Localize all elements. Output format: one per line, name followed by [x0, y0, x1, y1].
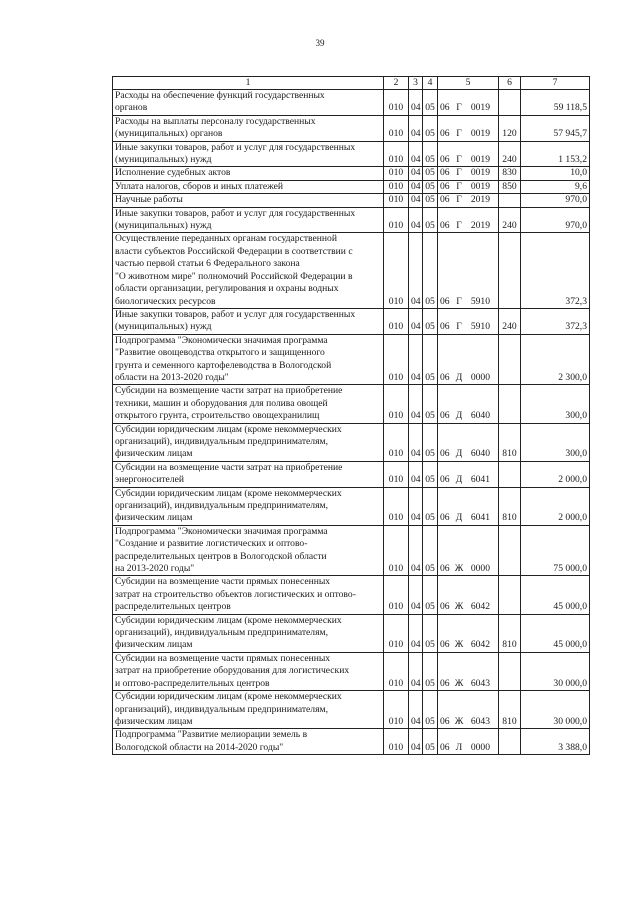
code-expense-type [499, 461, 521, 487]
target-code-part: 5910 [470, 321, 490, 333]
target-code-part: 06 [440, 715, 450, 727]
row-name-line: Подпрограмма "Экономически значимая программа [115, 334, 328, 346]
code-target-article [438, 180, 499, 193]
target-code-part: 06 [440, 102, 450, 114]
row-name [113, 652, 384, 690]
code-target-article [438, 525, 499, 576]
table-row [113, 115, 590, 141]
code-subsection: 05 [423, 233, 438, 308]
row-amount: 75 000,0 [521, 525, 590, 576]
table-row [113, 423, 590, 461]
row-amount: 372,3 [521, 308, 590, 334]
code-section: 04 [409, 194, 423, 207]
code-grbs: 010 [384, 194, 409, 207]
code-target-article [438, 233, 499, 308]
target-code-part: Ж [454, 715, 464, 727]
page-number: 39 [315, 38, 325, 48]
code-section: 04 [409, 233, 423, 308]
row-name [113, 207, 384, 233]
target-code-part: 06 [440, 220, 450, 232]
code-grbs: 010 [384, 233, 409, 308]
target-code-part: 06 [440, 448, 450, 460]
code-subsection: 05 [423, 652, 438, 690]
code-grbs: 010 [384, 180, 409, 193]
code-subsection: 05 [423, 90, 438, 116]
code-expense-type: 850 [499, 180, 521, 193]
code-target-article [438, 487, 499, 525]
code-expense-type [499, 233, 521, 308]
target-code-part: Г [456, 167, 462, 179]
row-name-line: на 2013-2020 годы" [115, 563, 195, 575]
row-name-line: (муниципальных) нужд [115, 321, 212, 333]
code-expense-type [499, 652, 521, 690]
row-name [113, 90, 384, 116]
target-code-part: Г [456, 128, 462, 140]
code-target-article [438, 167, 499, 180]
code-subsection: 05 [423, 487, 438, 525]
row-name-line: Расходы на выплаты персоналу государственных [115, 115, 316, 127]
row-name [113, 525, 384, 576]
code-target-article [438, 729, 499, 755]
table-row [113, 308, 590, 334]
code-target-article [438, 614, 499, 652]
row-name [113, 180, 384, 193]
row-name-line: Субсидии на возмещение части прямых понесенных [115, 576, 331, 588]
code-section: 04 [409, 207, 423, 233]
target-code-part: 06 [440, 639, 450, 651]
row-name [113, 115, 384, 141]
target-code-part: 5910 [470, 295, 490, 307]
target-code-part: Д [455, 410, 463, 422]
row-name-line: затрат на приобретение оборудования для логистических [115, 665, 350, 677]
target-code-part: 2019 [470, 194, 490, 206]
target-code-part: 6042 [470, 639, 490, 651]
code-expense-type [499, 729, 521, 755]
target-code-part: Г [456, 154, 462, 166]
row-name-line: Субсидии юридическим лицам (кроме некоммерческих [115, 487, 342, 499]
row-name-line: Вологодской области на 2014-2020 годы" [115, 741, 284, 753]
row-name [113, 194, 384, 207]
code-expense-type [499, 90, 521, 116]
code-expense-type: 240 [499, 308, 521, 334]
row-name-line: Научные работы [115, 194, 183, 206]
target-code-part: 0019 [470, 154, 490, 166]
table-row [113, 334, 590, 385]
code-grbs: 010 [384, 207, 409, 233]
target-code-part: 6043 [470, 677, 490, 689]
code-grbs: 010 [384, 691, 409, 729]
code-subsection: 05 [423, 614, 438, 652]
code-grbs: 010 [384, 729, 409, 755]
code-subsection: 05 [423, 525, 438, 576]
code-grbs: 010 [384, 308, 409, 334]
target-code-part: Л [455, 741, 463, 753]
row-name [113, 614, 384, 652]
row-name-line: затрат на строительство объектов логистических и оптово- [115, 588, 356, 600]
row-name-line: (муниципальных) органов [115, 128, 223, 140]
row-amount: 2 000,0 [521, 461, 590, 487]
code-section: 04 [409, 729, 423, 755]
code-grbs: 010 [384, 487, 409, 525]
column-number-row [113, 77, 590, 90]
table-row [113, 525, 590, 576]
column-header: 7 [521, 77, 590, 90]
row-name [113, 385, 384, 423]
code-subsection: 05 [423, 115, 438, 141]
target-code-part: Г [456, 180, 462, 192]
table-row [113, 385, 590, 423]
target-code-part: 0019 [470, 167, 490, 179]
table-row [113, 461, 590, 487]
code-grbs: 010 [384, 141, 409, 167]
table-row [113, 487, 590, 525]
code-grbs: 010 [384, 423, 409, 461]
target-code-part: 6041 [470, 512, 490, 524]
row-name-line: Иные закупки товаров, работ и услуг для государственных [115, 141, 356, 153]
row-name [113, 461, 384, 487]
code-grbs: 010 [384, 385, 409, 423]
table-row [113, 207, 590, 233]
target-code-part: 0000 [470, 563, 490, 575]
code-target-article [438, 308, 499, 334]
target-code-part: 06 [440, 410, 450, 422]
target-code-part: 0019 [470, 102, 490, 114]
row-name-line: и оптово-распределительных центров [115, 677, 270, 689]
table-row [113, 652, 590, 690]
row-name-line: частью первой статьи 6 Федерального закона [115, 258, 300, 270]
code-grbs: 010 [384, 652, 409, 690]
code-subsection: 05 [423, 461, 438, 487]
code-target-article [438, 207, 499, 233]
target-code-part: 06 [440, 128, 450, 140]
row-name-line: "Развитие овощеводства открытого и защищенного [115, 347, 325, 359]
code-expense-type [499, 576, 521, 614]
code-expense-type: 810 [499, 614, 521, 652]
target-code-part: 06 [440, 180, 450, 192]
row-name-line: области на 2013-2020 годы" [115, 371, 229, 383]
row-name-line: Субсидии юридическим лицам (кроме некоммерческих [115, 691, 342, 703]
code-target-article [438, 423, 499, 461]
code-expense-type: 810 [499, 691, 521, 729]
row-name-line: Расходы на обеспечение функций государственных [115, 90, 325, 101]
target-code-part: 06 [440, 512, 450, 524]
budget-table [112, 76, 590, 755]
code-grbs: 010 [384, 115, 409, 141]
code-target-article [438, 334, 499, 385]
code-section: 04 [409, 115, 423, 141]
code-subsection: 05 [423, 207, 438, 233]
target-code-part: 6041 [470, 474, 490, 486]
row-name [113, 729, 384, 755]
row-name-line: (муниципальных) нужд [115, 154, 212, 166]
target-code-part: 06 [440, 194, 450, 206]
code-target-article [438, 90, 499, 116]
row-amount: 1 153,2 [521, 141, 590, 167]
row-amount: 45 000,0 [521, 576, 590, 614]
code-grbs: 010 [384, 576, 409, 614]
code-target-article [438, 141, 499, 167]
row-name-line: физическим лицам [115, 512, 193, 524]
code-section: 04 [409, 385, 423, 423]
row-name-line: техники, машин и оборудования для полива овощей [115, 397, 328, 409]
row-name-line: физическим лицам [115, 639, 193, 651]
code-target-article [438, 652, 499, 690]
row-name-line: Субсидии на возмещение части прямых понесенных [115, 652, 331, 664]
code-section: 04 [409, 141, 423, 167]
target-code-part: Г [456, 220, 462, 232]
target-code-part: Д [455, 448, 463, 460]
row-amount: 300,0 [521, 423, 590, 461]
code-grbs: 010 [384, 525, 409, 576]
row-name [113, 487, 384, 525]
code-subsection: 05 [423, 194, 438, 207]
code-section: 04 [409, 487, 423, 525]
code-expense-type [499, 194, 521, 207]
code-subsection: 05 [423, 691, 438, 729]
row-name [113, 233, 384, 308]
row-name-line: Уплата налогов, сборов и иных платежей [115, 180, 284, 192]
code-section: 04 [409, 691, 423, 729]
code-section: 04 [409, 525, 423, 576]
row-name-line: распределительных центров в Вологодской области [115, 550, 327, 562]
row-name-line: Подпрограмма "Экономически значимая программа [115, 525, 328, 537]
target-code-part: Д [455, 371, 463, 383]
code-target-article [438, 461, 499, 487]
code-target-article [438, 385, 499, 423]
target-code-part: Ж [454, 677, 464, 689]
code-target-article [438, 576, 499, 614]
code-subsection: 05 [423, 308, 438, 334]
code-section: 04 [409, 423, 423, 461]
row-name-line: власти субъектов Российской Федерации в соответствии с [115, 245, 353, 257]
column-header: 3 [409, 77, 423, 90]
row-name-line: Исполнение судебных актов [115, 167, 231, 179]
row-amount: 3 388,0 [521, 729, 590, 755]
row-amount: 300,0 [521, 385, 590, 423]
row-name-line: организаций), индивидуальным предпринимателям, [115, 627, 328, 639]
code-grbs: 010 [384, 167, 409, 180]
code-grbs: 010 [384, 614, 409, 652]
code-subsection: 05 [423, 385, 438, 423]
code-subsection: 05 [423, 423, 438, 461]
target-code-part: 6043 [470, 715, 490, 727]
code-target-article [438, 691, 499, 729]
target-code-part: Д [455, 474, 463, 486]
target-code-part: 06 [440, 474, 450, 486]
target-code-part: 0019 [470, 128, 490, 140]
row-name-line: энергоносителей [115, 474, 184, 486]
target-code-part: 2019 [470, 220, 490, 232]
target-code-part: 6042 [470, 601, 490, 613]
code-subsection: 05 [423, 141, 438, 167]
row-amount: 59 118,5 [521, 90, 590, 116]
column-header: 4 [423, 77, 438, 90]
target-code-part: 06 [440, 371, 450, 383]
code-section: 04 [409, 461, 423, 487]
column-header: 5 [438, 77, 499, 90]
row-name-line: Осуществление переданных органам государственной [115, 233, 337, 245]
code-expense-type: 240 [499, 141, 521, 167]
target-code-part: 6040 [470, 410, 490, 422]
row-name-line: физическим лицам [115, 448, 193, 460]
code-expense-type [499, 334, 521, 385]
row-name [113, 576, 384, 614]
code-section: 04 [409, 652, 423, 690]
code-expense-type: 810 [499, 487, 521, 525]
row-name [113, 691, 384, 729]
row-amount: 30 000,0 [521, 652, 590, 690]
row-name [113, 141, 384, 167]
code-expense-type [499, 525, 521, 576]
column-header: 6 [499, 77, 521, 90]
row-amount: 10,0 [521, 167, 590, 180]
table-row [113, 729, 590, 755]
table-row [113, 614, 590, 652]
code-target-article [438, 115, 499, 141]
target-code-part: 06 [440, 741, 450, 753]
code-subsection: 05 [423, 576, 438, 614]
target-code-part: 0000 [470, 371, 490, 383]
target-code-part: Ж [454, 639, 464, 651]
row-amount: 9,6 [521, 180, 590, 193]
row-name-line: Иные закупки товаров, работ и услуг для государственных [115, 207, 356, 219]
row-name-line: открытого грунта, строительство овощехранилищ [115, 410, 320, 422]
row-name-line: Субсидии юридическим лицам (кроме некоммерческих [115, 423, 342, 435]
row-amount: 970,0 [521, 207, 590, 233]
code-section: 04 [409, 167, 423, 180]
target-code-part: Г [456, 321, 462, 333]
code-grbs: 010 [384, 461, 409, 487]
row-name [113, 334, 384, 385]
row-name-line: Подпрограмма "Развитие мелиорации земель в [115, 729, 308, 741]
target-code-part: 06 [440, 321, 450, 333]
code-section: 04 [409, 90, 423, 116]
code-expense-type: 830 [499, 167, 521, 180]
row-name-line: грунта и семенного картофелеводства в Вологодской [115, 359, 332, 371]
table-row [113, 576, 590, 614]
target-code-part: 0000 [470, 741, 490, 753]
row-name-line: распределительных центров [115, 601, 231, 613]
target-code-part: Ж [454, 563, 464, 575]
row-name-line: Субсидии юридическим лицам (кроме некоммерческих [115, 614, 342, 626]
code-section: 04 [409, 308, 423, 334]
code-expense-type: 240 [499, 207, 521, 233]
code-expense-type: 120 [499, 115, 521, 141]
table-row [113, 194, 590, 207]
row-name-line: области организации, регулирования и охраны водных [115, 283, 339, 295]
target-code-part: Д [455, 512, 463, 524]
row-name-line: органов [115, 102, 148, 114]
code-target-article [438, 194, 499, 207]
row-name-line: Субсидии на возмещение части затрат на приобретение [115, 385, 343, 397]
row-amount: 970,0 [521, 194, 590, 207]
row-name-line: Иные закупки товаров, работ и услуг для государственных [115, 308, 356, 320]
row-amount: 372,3 [521, 233, 590, 308]
target-code-part: 06 [440, 601, 450, 613]
row-name [113, 423, 384, 461]
row-name-line: биологических ресурсов [115, 295, 216, 307]
table-row [113, 691, 590, 729]
target-code-part: 06 [440, 677, 450, 689]
row-amount: 2 300,0 [521, 334, 590, 385]
row-name-line: организаций), индивидуальным предпринимателям, [115, 435, 328, 447]
table-row [113, 180, 590, 193]
code-subsection: 05 [423, 334, 438, 385]
column-header: 1 [113, 77, 384, 90]
code-section: 04 [409, 614, 423, 652]
target-code-part: Г [456, 102, 462, 114]
row-name-line: физическим лицам [115, 715, 193, 727]
target-code-part: Ж [454, 601, 464, 613]
table-row [113, 141, 590, 167]
table-body [113, 90, 590, 755]
code-section: 04 [409, 180, 423, 193]
row-name-line: (муниципальных) нужд [115, 220, 212, 232]
row-amount: 2 000,0 [521, 487, 590, 525]
code-expense-type [499, 385, 521, 423]
target-code-part: 0019 [470, 180, 490, 192]
target-code-part: Г [456, 194, 462, 206]
row-amount: 45 000,0 [521, 614, 590, 652]
row-name-line: "Создание и развитие логистических и оптово- [115, 538, 308, 550]
row-name [113, 308, 384, 334]
target-code-part: 06 [440, 563, 450, 575]
code-expense-type: 810 [499, 423, 521, 461]
code-subsection: 05 [423, 180, 438, 193]
target-code-part: 06 [440, 167, 450, 179]
table-row [113, 233, 590, 308]
row-amount: 30 000,0 [521, 691, 590, 729]
target-code-part: Г [456, 295, 462, 307]
table-row [113, 167, 590, 180]
code-grbs: 010 [384, 90, 409, 116]
row-name-line: организаций), индивидуальным предпринимателям, [115, 703, 328, 715]
target-code-part: 06 [440, 154, 450, 166]
row-name-line: "О животном мире" полномочий Российской Федерации в [115, 270, 353, 282]
code-subsection: 05 [423, 167, 438, 180]
code-section: 04 [409, 334, 423, 385]
row-name-line: Субсидии на возмещение части затрат на приобретение [115, 461, 343, 473]
target-code-part: 6040 [470, 448, 490, 460]
column-header: 2 [384, 77, 409, 90]
code-section: 04 [409, 576, 423, 614]
table-row [113, 90, 590, 116]
row-name [113, 167, 384, 180]
code-subsection: 05 [423, 729, 438, 755]
row-amount: 57 945,7 [521, 115, 590, 141]
target-code-part: 06 [440, 295, 450, 307]
code-grbs: 010 [384, 334, 409, 385]
row-name-line: организаций), индивидуальным предпринимателям, [115, 500, 328, 511]
